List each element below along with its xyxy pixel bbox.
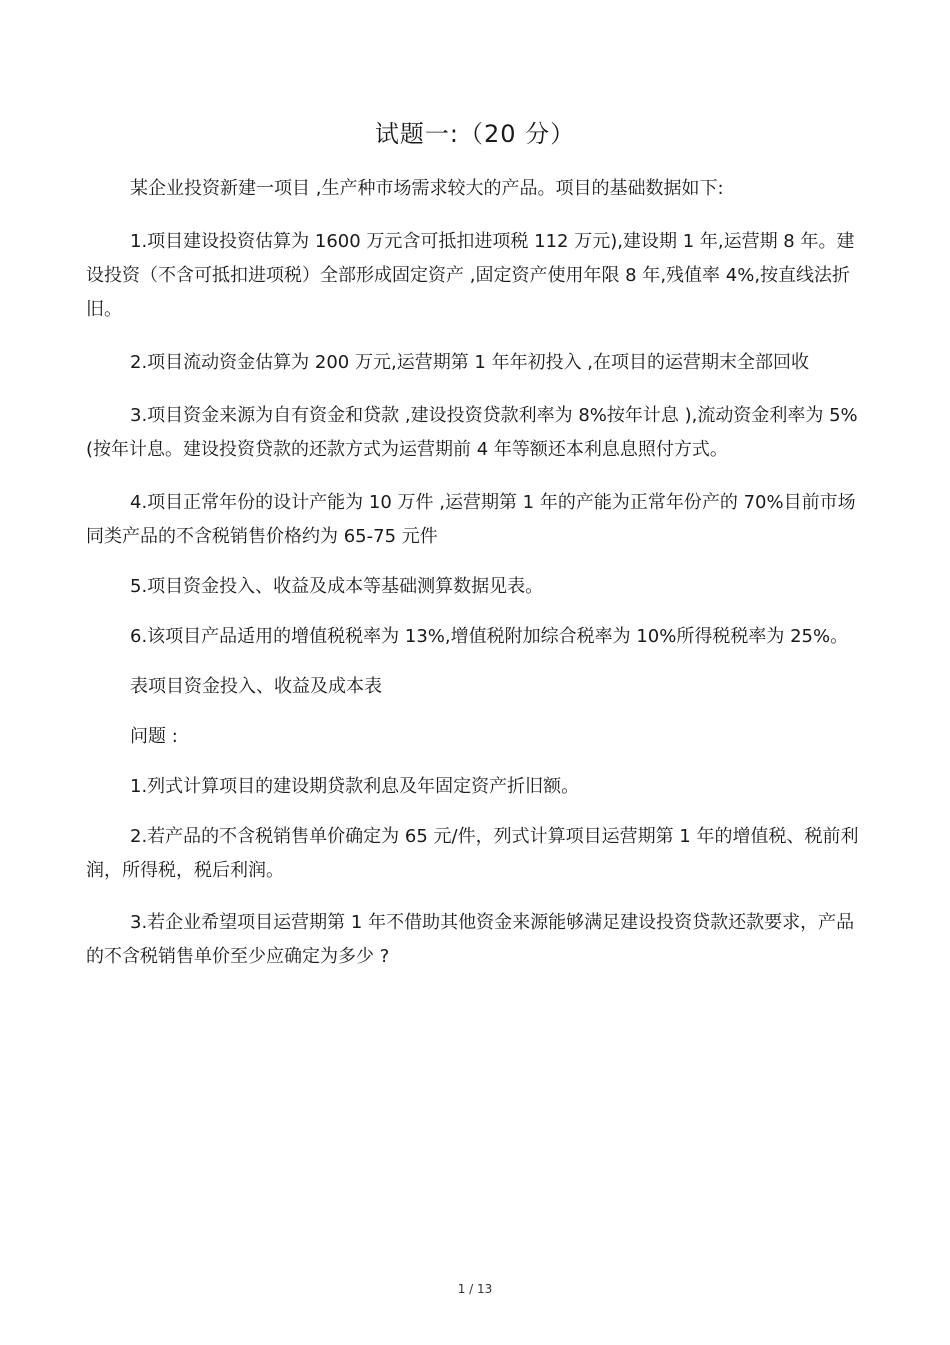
question-3: 3.若企业希望项目运营期第 1 年不借助其他资金来源能够满足建设投资贷款还款要求，产品的不含税销售单价至少应确定为多少 ?: [86, 912, 855, 967]
data-item-3: 3.项目资金来源为自有资金和贷款 ,建设投资贷款利率为 8%按年计息 ),流动资金利率为 5%(按年计息。建设投资贷款的还款方式为运营期前 4 年等额还本利息息照付方式。: [86, 405, 858, 460]
data-item-2: 2.项目流动资金估算为 200 万元,运营期第 1 年年初投入 ,在项目的运营期末全部回收: [130, 352, 810, 373]
intro-paragraph: 某企业投资新建一项目 ,生产种市场需求较大的产品。项目的基础数据如下:: [130, 178, 724, 199]
questions-heading: 问题 :: [130, 726, 178, 747]
data-item-6: 6.该项目产品适用的增值税税率为 13%,增值税附加综合税率为 10%所得税税率为 25%。: [130, 626, 849, 647]
exam-title: 试题一:（20 分）: [374, 120, 576, 148]
page-indicator: 1 / 13: [457, 1282, 493, 1296]
data-item-4: 4.项目正常年份的设计产能为 10 万件 ,运营期第 1 年的产能为正常年份产的 70%目前市场同类产品的不含税销售价格约为 65-75 元件: [86, 492, 856, 547]
question-2: 2.若产品的不含税销售单价确定为 65 元/件，列式计算项目运营期第 1 年的增值税、税前利润，所得税，税后利润。: [86, 826, 859, 881]
document-body: [86, 172, 861, 974]
question-1: 1.列式计算项目的建设期贷款利息及年固定资产折旧额。: [130, 776, 580, 797]
table-caption: 表项目资金投入、收益及成本表: [130, 676, 382, 697]
data-item-1: 1.项目建设投资估算为 1600 万元含可抵扣进项税 112 万元),建设期 1 年,运营期 8 年。建设投资（不含可抵扣进项税）全部形成固定资产 ,固定资产使用年限 8 年,残值率 4%,按直线法折旧。: [86, 231, 855, 320]
data-item-5: 5.项目资金投入、收益及成本等基础测算数据见表。: [130, 576, 544, 597]
